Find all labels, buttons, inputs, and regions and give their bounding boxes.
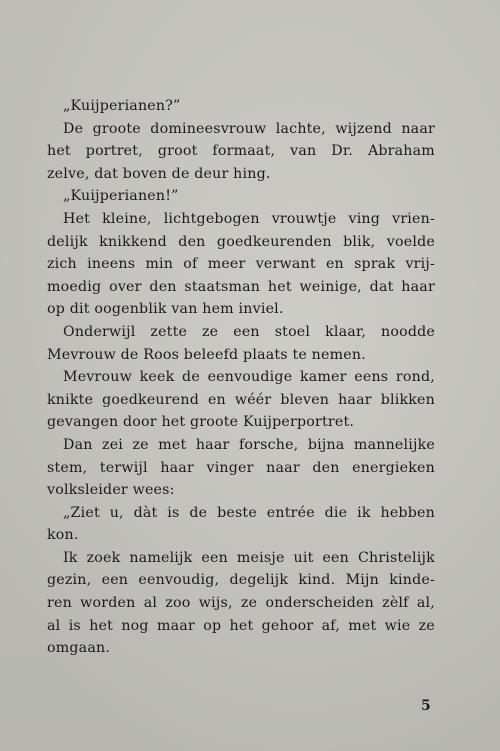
word: het [47, 143, 71, 160]
word: haar [338, 391, 372, 408]
word: Abraham [367, 143, 435, 160]
word: goedkeurenden [216, 233, 332, 250]
word: sprak [354, 256, 396, 273]
word: eenvoudig, [138, 572, 220, 589]
word: kleine, [102, 210, 152, 227]
word: knikkend [99, 233, 167, 250]
word: af, [321, 617, 340, 634]
word: portret, [85, 143, 143, 160]
word: het [89, 617, 114, 634]
text-line [47, 615, 435, 638]
word: gehoor [261, 617, 314, 634]
word: entrée [266, 504, 315, 521]
word: met [158, 436, 187, 453]
word: vrien- [392, 210, 435, 227]
text-line [47, 344, 435, 367]
word: kind. [298, 572, 336, 589]
word: het [229, 617, 254, 634]
word: degelijk [229, 572, 289, 589]
word: min [145, 256, 174, 273]
word: een [201, 549, 228, 566]
text-line [47, 298, 435, 321]
text-line [47, 457, 435, 480]
line-text: „Kuijperianen?” [63, 98, 181, 114]
word: Dr. [331, 143, 353, 160]
text-line [47, 366, 435, 389]
word: Dan [63, 436, 93, 453]
word: zei [102, 436, 124, 453]
word: Ik [63, 549, 78, 566]
word: zich [47, 256, 77, 273]
text-line [47, 592, 435, 615]
word: zoo [165, 595, 191, 612]
word: de [189, 504, 208, 521]
text-line [47, 253, 435, 276]
text-line [47, 231, 435, 254]
word: over [109, 278, 142, 295]
word: De [63, 120, 84, 137]
word: vrij- [405, 256, 435, 273]
word: mannelijke [353, 436, 435, 453]
word: gezin, [47, 572, 92, 589]
word: formaat, [212, 143, 276, 160]
text-line [47, 389, 435, 412]
text-line [47, 140, 435, 163]
word: rond, [395, 369, 435, 386]
word: wijs, [198, 595, 233, 612]
word: met [348, 617, 377, 634]
body-text [47, 95, 435, 660]
word: beste [217, 504, 257, 521]
line-text: op dit oogenblik van hem inviel. [47, 301, 284, 318]
word: domineesvrouw [150, 120, 267, 137]
text-line [47, 321, 435, 344]
text-line [47, 163, 435, 186]
word: Mevrouw [63, 369, 132, 386]
word: haar [195, 436, 230, 453]
text-line [47, 95, 435, 118]
word: kinde- [389, 572, 435, 589]
word: zèlf [382, 595, 409, 612]
word: naar [401, 120, 435, 137]
word: den [149, 278, 177, 295]
text-line [47, 479, 435, 502]
word: al [47, 617, 61, 634]
word: verwant [255, 256, 316, 273]
word: nog [121, 617, 149, 634]
word: ving [348, 210, 381, 227]
line-text: kon. [47, 527, 79, 544]
text-line [47, 547, 435, 570]
word: hebben [380, 504, 435, 521]
word: lichtgebogen [163, 210, 260, 227]
word: terwijl [99, 459, 148, 476]
word: kamer [299, 369, 347, 386]
word: ren [47, 595, 72, 612]
word: een [101, 572, 129, 589]
word: ze [202, 323, 219, 340]
word: vinger [206, 459, 254, 476]
word: meisje [236, 549, 285, 566]
line-text: omgaan. [47, 640, 111, 657]
word: knikte [47, 391, 94, 408]
word: op [203, 617, 222, 634]
word: Christelijk [357, 549, 435, 566]
word: eenvoudige [207, 369, 293, 386]
word: al [143, 595, 158, 612]
word: bleven [280, 391, 330, 408]
word: eens [354, 369, 389, 386]
text-line [47, 118, 435, 141]
word: meer [207, 256, 246, 273]
text-line [47, 411, 435, 434]
word: u, [109, 504, 124, 521]
text-line [47, 185, 435, 208]
word: of [183, 256, 198, 273]
word: wéér [234, 391, 272, 408]
word: uit [293, 549, 314, 566]
word: worden [80, 595, 136, 612]
word: noodde [381, 323, 435, 340]
word: vrouwtje [271, 210, 337, 227]
word: ineens [87, 256, 136, 273]
word: groot [157, 143, 198, 160]
word: Mijn [345, 572, 379, 589]
text-line [47, 637, 435, 660]
text-line [47, 276, 435, 299]
text-line [47, 434, 435, 457]
line-text: volksleider wees: [47, 482, 175, 499]
text-line [47, 502, 435, 525]
word: den [312, 459, 340, 476]
line-text: zelve, dat boven de deur hing. [47, 165, 271, 182]
text-line [47, 569, 435, 592]
word: al, [416, 595, 435, 612]
word: den [178, 233, 206, 250]
word: keek [139, 369, 175, 386]
word: onderscheiden [265, 595, 374, 612]
word: stem, [47, 459, 88, 476]
word: de [182, 369, 200, 386]
word: is [167, 504, 180, 521]
word: een [233, 323, 260, 340]
word: ze [132, 436, 149, 453]
word: moedig [47, 278, 102, 295]
word: „Ziet [63, 504, 100, 521]
word: en [207, 391, 226, 408]
word: wie [384, 617, 411, 634]
word: van [290, 143, 317, 160]
word: voelde [386, 233, 435, 250]
word: maar [156, 617, 195, 634]
word: ze [418, 617, 435, 634]
word: blikken [380, 391, 435, 408]
word: staatsman [184, 278, 261, 295]
word: forsche, [238, 436, 299, 453]
word: is [68, 617, 81, 634]
word: ze [240, 595, 258, 612]
word: weinige, [299, 278, 362, 295]
word: het [267, 278, 292, 295]
word: Onderwijl [63, 323, 136, 340]
word: energieken [352, 459, 435, 476]
text-line [47, 208, 435, 231]
word: ik [357, 504, 371, 521]
word: zette [150, 323, 188, 340]
word: blik, [343, 233, 376, 250]
word: namelijk [129, 549, 193, 566]
word: naar [266, 459, 300, 476]
text-line [47, 524, 435, 547]
word: stoel [274, 323, 311, 340]
word: dàt [133, 504, 158, 521]
word: lachte, [275, 120, 326, 137]
word: en [325, 256, 344, 273]
word: zoek [86, 549, 121, 566]
word: haar [401, 278, 435, 295]
line-text: „Kuijperianen!” [63, 188, 179, 205]
word: bijna [307, 436, 345, 453]
word: Het [63, 210, 91, 227]
word: haar [160, 459, 194, 476]
line-text: gevangen door het groote Kuijperportret. [47, 414, 355, 431]
word: wijzend [335, 120, 392, 137]
word: delijk [47, 233, 88, 250]
line-text: Mevrouw de Roos beleefd plaats te nemen. [47, 346, 366, 363]
word: een [322, 549, 349, 566]
word: die [324, 504, 348, 521]
word: klaar, [325, 323, 367, 340]
word: groote [92, 120, 141, 137]
word: dat [369, 278, 394, 295]
word: goedkeurend [102, 391, 199, 408]
page-number: 5 [421, 698, 431, 714]
